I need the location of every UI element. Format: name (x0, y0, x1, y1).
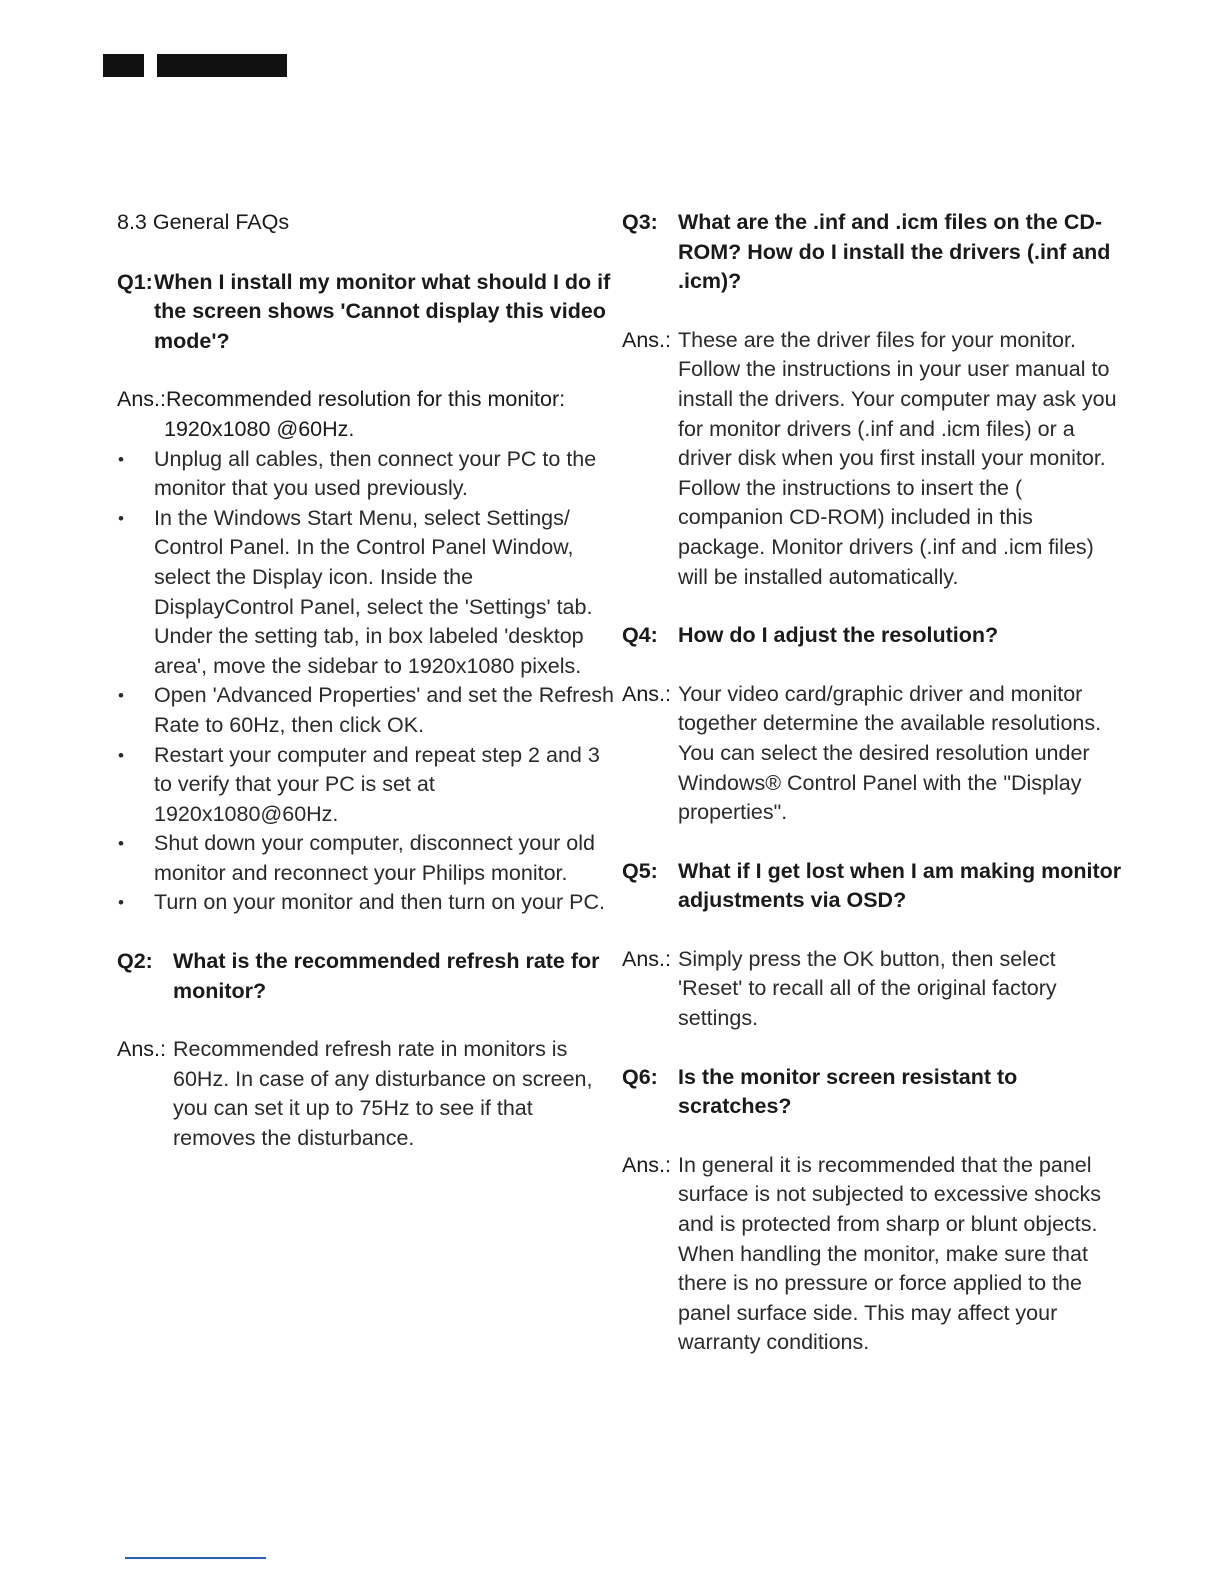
right-column (622, 208, 1122, 1387)
faq-q4-question (622, 621, 1122, 651)
faq-q1-steps (117, 445, 617, 919)
faq-q4-answer-label: Ans.: (622, 681, 671, 706)
faq-q5-text: What if I get lost when I am making monitor adjustments via OSD? (678, 858, 1122, 913)
faq-q6-question (622, 1063, 1122, 1122)
faq-q2-question (117, 947, 617, 1006)
faq-q3-label: Q3: (622, 210, 658, 234)
list-item: • Restart your computer and repeat step 2 and 3 to verify that your PC is set at 1920x1080@60Hz. (117, 741, 617, 830)
faq-q4-answer-text: Your video card/graphic driver and monitor together determine the available resolutions. You can select the desired resolution under Windows® Control Panel with the "Display properties". (678, 681, 1102, 825)
faq-q5-question (622, 857, 1122, 916)
faq-q2-answer (117, 1035, 617, 1153)
faq-q3-answer (622, 326, 1122, 592)
header-chapter-block (157, 54, 287, 77)
faq-q4-text: How do I adjust the resolution? (678, 623, 999, 648)
faq-q5-answer-text: Simply press the OK button, then select 'Reset' to recall all of the original factory settings. (678, 946, 1057, 1031)
list-item: • Open 'Advanced Properties' and set the Refresh Rate to 60Hz, then click OK. (117, 681, 617, 740)
faq-q6-label: Q6: (622, 1064, 658, 1089)
list-item: • In the Windows Start Menu, select Settings/ Control Panel. In the Control Panel Window, select the Display icon. Inside the DisplayControl Panel, select the 'Settings' tab. Under the setting tab, in box labeled 'desktop area', move the sidebar to 1920x1080 pixels. (117, 504, 617, 682)
faq-q3-text: What are the .inf and .icm files on the CD-ROM? How do I install the drivers (.inf and .icm)? (678, 210, 1111, 294)
header-page-number-block (103, 54, 144, 77)
faq-q5-answer-label: Ans.: (622, 946, 671, 971)
faq-q3-question (622, 208, 1122, 297)
faq-q1-label: Q1: (117, 269, 153, 294)
faq-q2-answer-text: Recommended refresh rate in monitors is 60Hz. In case of any disturbance on screen, you can set it up to 75Hz to see if that removes the disturbance. (173, 1037, 593, 1151)
faq-q2-answer-label: Ans.: (117, 1037, 166, 1062)
faq-q2-text: What is the recommended refresh rate for monitor? (173, 949, 600, 1003)
faq-q6-answer-text: In general it is recommended that the panel surface is not subjected to excessive shocks and is protected from sharp or blunt objects. When handling the monitor, make sure that there is no pressure or force applied to the panel surface side. This may affect your warranty conditions. (678, 1152, 1102, 1355)
faq-q5-answer (622, 945, 1122, 1034)
section-title: 8.3 General FAQs (117, 210, 290, 234)
faq-q1-answer-intro: Recommended resolution for this monitor: (166, 387, 566, 412)
faq-q3-answer-label: Ans.: (622, 327, 671, 352)
list-item: • Unplug all cables, then connect your PC to the monitor that you used previously. (117, 445, 617, 504)
list-item: • Turn on your monitor and then turn on your PC. (117, 888, 617, 918)
faq-q5-label: Q5: (622, 858, 658, 883)
faq-q6-text: Is the monitor screen resistant to scratches? (678, 1064, 1018, 1119)
left-column (117, 208, 617, 1183)
faq-q6-answer (622, 1151, 1122, 1358)
faq-q2-label: Q2: (117, 949, 153, 974)
faq-q6-answer-label: Ans.: (622, 1152, 671, 1177)
faq-q3-answer-text: These are the driver files for your monitor. Follow the instructions in your user manual to install the drivers. Your computer may ask you for monitor drivers (.inf and .icm files) or a driver disk when you first install your monitor. Follow the instructions to insert the ( companion CD-ROM) included in this package. Monitor drivers (.inf and .icm files) will be installed automatically. (678, 327, 1117, 589)
faq-q1-answer-resolution: 1920x1080 @60Hz. (164, 416, 355, 441)
footer-link-underline (125, 1557, 266, 1559)
faq-q1-question (117, 268, 617, 357)
faq-q1-answer-label: Ans.: (117, 387, 166, 412)
faq-q1-text: When I install my monitor what should I do if the screen shows 'Cannot display this video mode'? (154, 269, 611, 353)
faq-q4-answer (622, 680, 1122, 828)
faq-q1-answer (117, 385, 617, 444)
faq-q4-label: Q4: (622, 623, 658, 648)
list-item: • Shut down your computer, disconnect your old monitor and reconnect your Philips monitor. (117, 829, 617, 888)
